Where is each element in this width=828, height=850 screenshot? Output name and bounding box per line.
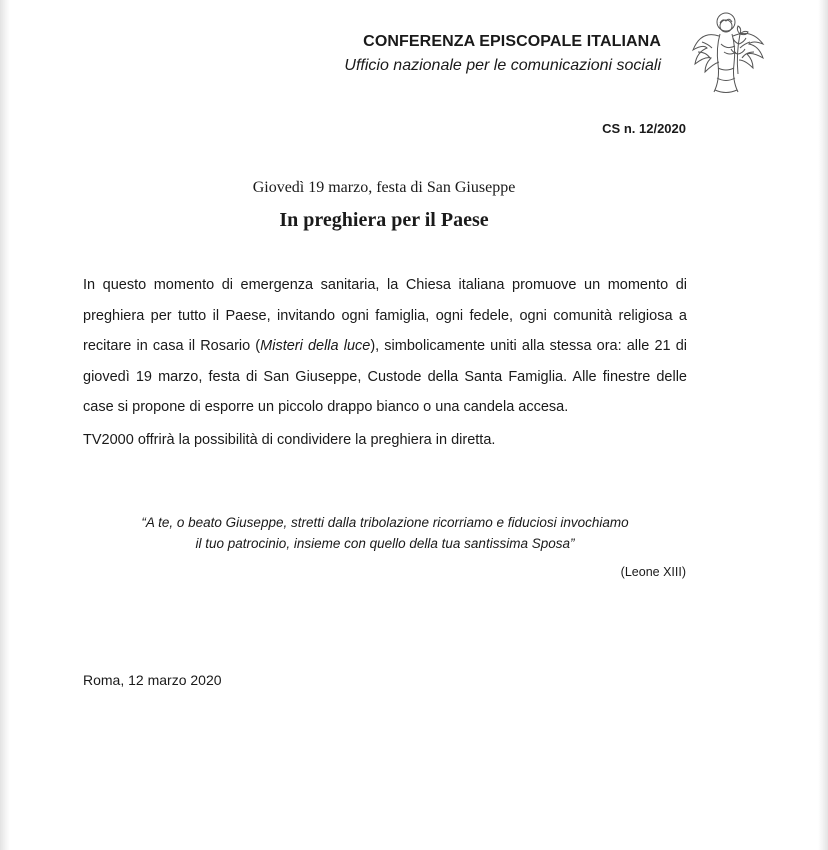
page-edge-left [0,0,10,850]
quote-author: (Leone XIII) [620,565,686,579]
press-release-number: CS n. 12/2020 [602,121,686,136]
body-text-italic: Misteri della luce [260,338,371,354]
organization-name: CONFERENZA EPISCOPALE ITALIANA [363,33,661,50]
tv-announcement: TV2000 offrirà la possibilità di condividere la preghiera in diretta. [83,432,496,448]
quote-block [100,512,670,554]
body-text-part2: ), simbolicamente uniti alla stessa ora: alle 21 di giovedì 19 marzo, festa di San Giuseppe, Custode della Santa Famiglia. Alle finestre delle case si propone di esporre un piccolo drappo bianco o una candela accesa. [83,338,687,415]
place-and-date: Roma, 12 marzo 2020 [83,672,222,688]
body-text-part1: In questo momento di emergenza sanitaria, la Chiesa italiana promuove un momento di preghiera per tutto il Paese, invitando ogni famiglia, ogni fedele, ogni comunità religiosa a recitare in casa il Rosario ( [83,277,687,354]
angel-seal-icon [688,8,772,96]
page-edge-right [818,0,828,850]
body-paragraph [83,270,687,423]
date-line: Giovedì 19 marzo, festa di San Giuseppe [252,179,516,196]
document-title: In preghiera per il Paese [279,209,489,231]
office-name: Ufficio nazionale per le comunicazioni sociali [344,57,661,74]
quote-line-2: il tuo patrocinio, insieme con quello della tua santissima Sposa” [195,536,575,551]
quote-line-1: “A te, o beato Giuseppe, stretti dalla tribolazione ricorriamo e fiduciosi invochiamo [141,515,629,530]
